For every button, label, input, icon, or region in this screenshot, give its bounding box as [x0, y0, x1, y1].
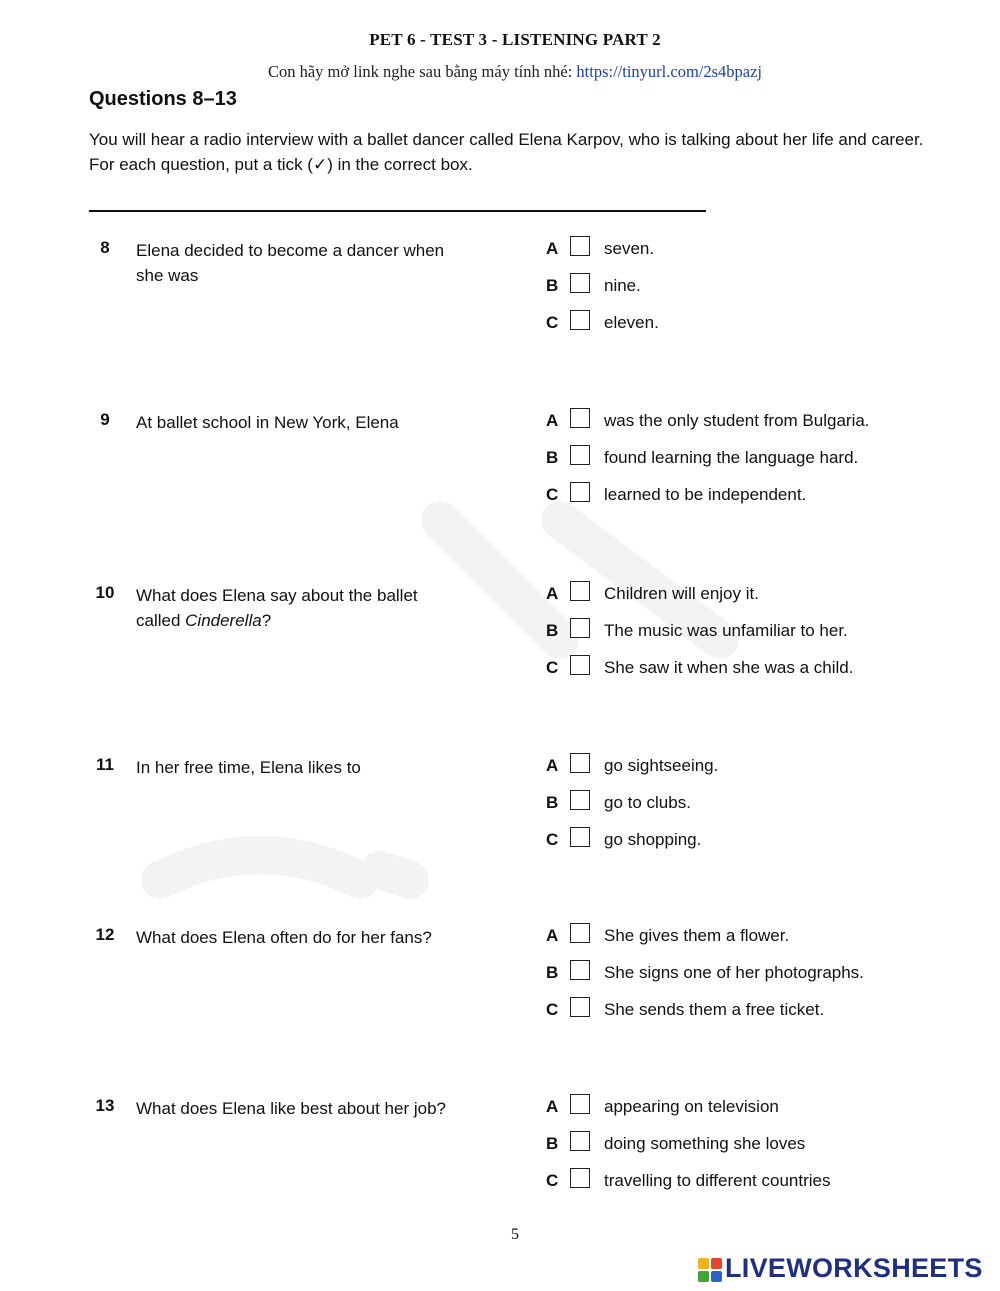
question-number: 11 [96, 755, 114, 774]
checkbox[interactable] [570, 923, 590, 943]
option-letter: B [546, 793, 559, 812]
stem-line [136, 608, 501, 633]
option-letter: A [546, 1097, 559, 1116]
option-a[interactable] [546, 925, 966, 951]
question-stem [136, 1096, 501, 1121]
section-intro [89, 127, 929, 177]
option-text: learned to be independent. [604, 485, 807, 504]
checkbox[interactable] [570, 618, 590, 638]
option-text: found learning the language hard. [604, 448, 859, 467]
option-text: She sends them a free ticket. [604, 1000, 825, 1019]
ballet-title: Cinderella [185, 611, 262, 630]
stem-punct: ? [261, 611, 272, 630]
option-b[interactable] [546, 620, 966, 646]
checkbox[interactable] [570, 1131, 590, 1151]
question-stem [136, 925, 501, 950]
option-letter: B [546, 963, 559, 982]
option-letter: C [546, 830, 559, 849]
stem-line: In her free time, Elena likes to [136, 758, 361, 777]
option-text: She signs one of her photographs. [604, 963, 864, 982]
checkbox[interactable] [570, 236, 590, 256]
document-title: PET 6 - TEST 3 - LISTENING PART 2 [369, 30, 661, 49]
question-number: 9 [100, 410, 110, 429]
checkbox[interactable] [570, 482, 590, 502]
section-divider [89, 210, 706, 212]
option-text: go to clubs. [604, 793, 691, 812]
checkbox[interactable] [570, 997, 590, 1017]
page-number: 5 [511, 1226, 519, 1243]
checkbox[interactable] [570, 753, 590, 773]
stem-line: What does Elena like best about her job? [136, 1099, 446, 1118]
option-letter: A [546, 411, 559, 430]
option-b[interactable] [546, 962, 966, 988]
checkbox[interactable] [570, 408, 590, 428]
option-c[interactable] [546, 1170, 966, 1196]
checkbox[interactable] [570, 1168, 590, 1188]
question-13 [0, 1096, 1000, 1216]
checkbox[interactable] [570, 1094, 590, 1114]
option-b[interactable] [546, 792, 966, 818]
question-stem [136, 238, 501, 288]
option-text: seven. [604, 239, 655, 258]
option-letter: A [546, 926, 559, 945]
option-text: The music was unfamiliar to her. [604, 621, 848, 640]
option-letter: A [546, 756, 559, 775]
option-text: appearing on television [604, 1097, 779, 1116]
question-10 [0, 583, 1000, 703]
instruction-text: Con hãy mở link nghe sau bằng máy tính nhé: [267, 62, 573, 81]
question-8 [0, 238, 1000, 358]
option-c[interactable] [546, 312, 966, 338]
option-letter: C [546, 658, 559, 677]
option-text: was the only student from Bulgaria. [604, 411, 870, 430]
option-c[interactable] [546, 484, 966, 510]
option-letter: A [546, 584, 559, 603]
option-text: travelling to different countries [604, 1171, 831, 1190]
stem-line: What does Elena often do for her fans? [136, 928, 432, 947]
stem-text: called [136, 611, 186, 630]
stem-line: Elena decided to become a dancer when [136, 241, 445, 260]
section-title: Questions 8–13 [89, 88, 237, 110]
option-text: She saw it when she was a child. [604, 658, 854, 677]
question-number: 10 [95, 583, 115, 602]
option-letter: B [546, 448, 559, 467]
question-stem [136, 410, 501, 435]
option-text: eleven. [604, 313, 659, 332]
question-11 [0, 755, 1000, 875]
liveworksheets-logo-icon [697, 1257, 723, 1283]
stem-line: At ballet school in New York, Elena [136, 413, 399, 432]
option-letter: C [546, 1000, 559, 1019]
option-text: She gives them a flower. [604, 926, 790, 945]
option-a[interactable] [546, 1096, 966, 1122]
question-number: 8 [100, 238, 110, 257]
option-letter: B [546, 621, 559, 640]
question-stem [136, 583, 501, 633]
option-a[interactable] [546, 755, 966, 781]
listening-instruction [0, 62, 1000, 82]
brand-name: LIVEWORKSHEETS [725, 1253, 983, 1283]
option-letter: B [546, 1134, 559, 1153]
checkbox[interactable] [570, 960, 590, 980]
option-text: doing something she loves [604, 1134, 806, 1153]
question-number: 12 [95, 925, 115, 944]
stem-line: she was [136, 266, 199, 285]
option-c[interactable] [546, 657, 966, 683]
option-letter: C [546, 313, 559, 332]
option-letter: B [546, 276, 559, 295]
liveworksheets-brand[interactable] [697, 1253, 997, 1289]
checkbox[interactable] [570, 581, 590, 601]
tick-instruction: For each question, put a tick (✓) in the correct box. [89, 155, 473, 174]
option-text: Children will enjoy it. [604, 584, 759, 603]
intro-text: You will hear a radio interview with a ballet dancer called Elena Karpov, who is talking about her life and career. [89, 130, 924, 149]
question-9 [0, 410, 1000, 530]
checkbox[interactable] [570, 310, 590, 330]
option-letter: C [546, 485, 559, 504]
option-c[interactable] [546, 829, 966, 855]
checkbox[interactable] [570, 445, 590, 465]
option-text: go shopping. [604, 830, 702, 849]
question-12 [0, 925, 1000, 1045]
option-text: go sightseeing. [604, 756, 719, 775]
question-number: 13 [95, 1096, 115, 1115]
checkbox[interactable] [570, 790, 590, 810]
checkbox[interactable] [570, 827, 590, 847]
option-text: nine. [604, 276, 641, 295]
audio-link[interactable]: https://tinyurl.com/2s4bpazj [576, 62, 763, 81]
option-letter: A [546, 239, 559, 258]
checkbox[interactable] [570, 273, 590, 293]
option-a[interactable] [546, 238, 966, 264]
question-stem [136, 755, 501, 780]
option-b[interactable] [546, 275, 966, 301]
option-a[interactable] [546, 583, 966, 609]
option-b[interactable] [546, 1133, 966, 1159]
option-letter: C [546, 1171, 559, 1190]
option-b[interactable] [546, 447, 966, 473]
stem-line: What does Elena say about the ballet [136, 586, 418, 605]
option-c[interactable] [546, 999, 966, 1025]
checkbox[interactable] [570, 655, 590, 675]
option-a[interactable] [546, 410, 966, 436]
